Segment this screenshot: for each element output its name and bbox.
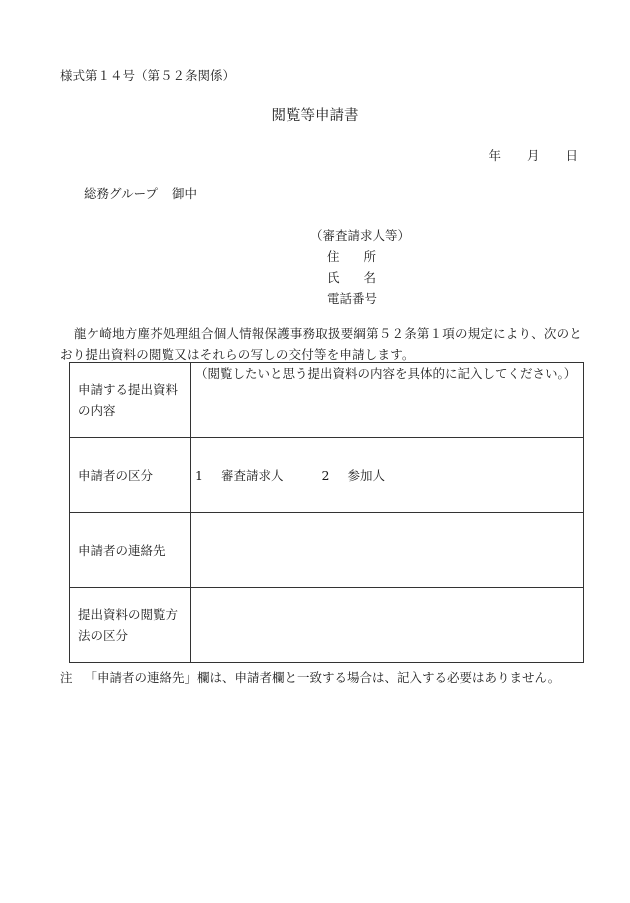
requester-address-label [327, 247, 376, 265]
contact-field[interactable] [191, 513, 584, 588]
name-char-1: 氏 [327, 270, 340, 285]
option-number: 1 [195, 468, 203, 483]
requester-name-label [327, 268, 376, 286]
address-char-2: 所 [363, 249, 377, 264]
addressee [84, 184, 197, 202]
contact-label: 申請者の連絡先 [70, 513, 191, 588]
note-text: 「申請者の連絡先」欄は、申請者欄と一致する場合は、記入する必要はありません。 [84, 670, 561, 685]
footnote [60, 668, 560, 686]
option-label: 参加人 [347, 468, 386, 483]
application-table [69, 362, 584, 663]
option-number: 2 [321, 468, 330, 483]
table-row [70, 513, 584, 588]
form-number: 様式第１４号（第５２条関係） [60, 68, 236, 83]
method-field[interactable] [191, 588, 584, 663]
option-label: 審査請求人 [221, 468, 284, 483]
category-option-2[interactable] [322, 466, 386, 484]
method-label: 提出資料の閲覧方法の区分 [70, 588, 191, 663]
table-row [70, 588, 584, 663]
address-char-1: 住 [327, 249, 340, 264]
date-line [488, 146, 578, 164]
date-day-label: 日 [565, 148, 578, 163]
intro-paragraph: 龍ケ崎地方塵芥処理組合個人情報保護事務取扱要綱第５２条第１項の規定により、次のとおり提出資料の閲覧又はそれらの写しの交付等を申請します。 [60, 326, 583, 362]
contents-hint: （閲覧したいと思う提出資料の内容を具体的に記入してください。） [195, 366, 577, 381]
addressee-honorific: 御中 [172, 186, 198, 201]
name-char-2: 名 [363, 270, 377, 285]
table-row [70, 438, 584, 513]
category-option-1[interactable] [195, 466, 284, 484]
date-month-label: 月 [526, 148, 540, 163]
date-year-label: 年 [488, 148, 501, 163]
addressee-name: 総務グループ [84, 186, 159, 201]
contents-field[interactable] [191, 363, 584, 438]
table-row [70, 363, 584, 438]
category-label: 申請者の区分 [70, 438, 191, 513]
requester-header: （審査請求人等） [310, 228, 411, 243]
contents-label: 申請する提出資料の内容 [70, 363, 191, 438]
category-field[interactable] [191, 438, 584, 513]
requester-phone-label: 電話番号 [327, 291, 378, 306]
page-title: 閲覧等申請書 [271, 108, 359, 124]
note-prefix: 注 [60, 670, 73, 685]
